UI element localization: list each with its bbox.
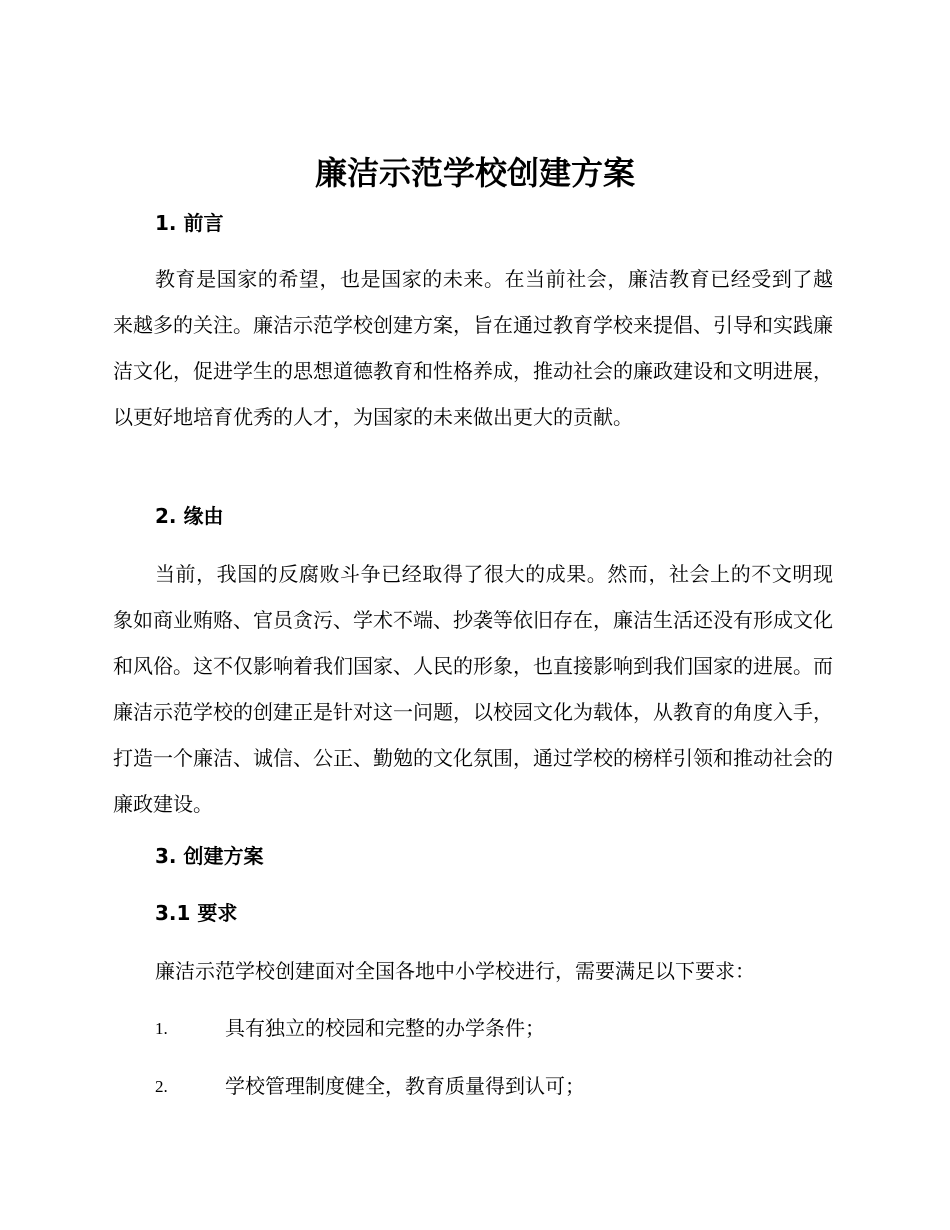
list-item-text: 具有独立的校园和完整的办学条件； [225,1016,545,1040]
section-paragraph-preface: 教育是国家的希望，也是国家的未来。在当前社会，廉洁教育已经受到了越来越多的关注。廉洁示范学校创建方案，旨在通过教育学校来提倡、引导和实践廉洁文化，促进学生的思想道德教育和性格养成，推动社会的廉政建设和文明进展，以更好地培育优秀的人才，为国家的未来做出更大的贡献。 [113,267,833,429]
requirements-intro: 廉洁示范学校创建面对全国各地中小学校进行，需要满足以下要求： [155,959,755,983]
section-heading-reason: 2. 缘由 [155,504,224,528]
section-heading-plan: 3. 创建方案 [155,844,264,868]
list-item-number: 2. [155,1077,168,1096]
section-heading-requirements: 3.1 要求 [155,901,238,925]
list-item-number: 1. [155,1019,168,1038]
document-title: 廉洁示范学校创建方案 [314,154,635,192]
section-paragraph-reason: 当前，我国的反腐败斗争已经取得了很大的成果。然而，社会上的不文明现象如商业贿赂、官员贪污、学术不端、抄袭等依旧存在，廉洁生活还没有形成文化和风俗。这不仅影响着我们国家、人民的形象，也直接影响到我们国家的进展。而廉洁示范学校的创建正是针对这一问题，以校园文化为载体，从教育的角度入手，打造一个廉洁、诚信、公正、勤勉的文化氛围，通过学校的榜样引领和推动社会的廉政建设。 [113,562,833,816]
section-heading-preface: 1. 前言 [155,211,224,235]
list-item-text: 学校管理制度健全，教育质量得到认可； [225,1074,585,1098]
